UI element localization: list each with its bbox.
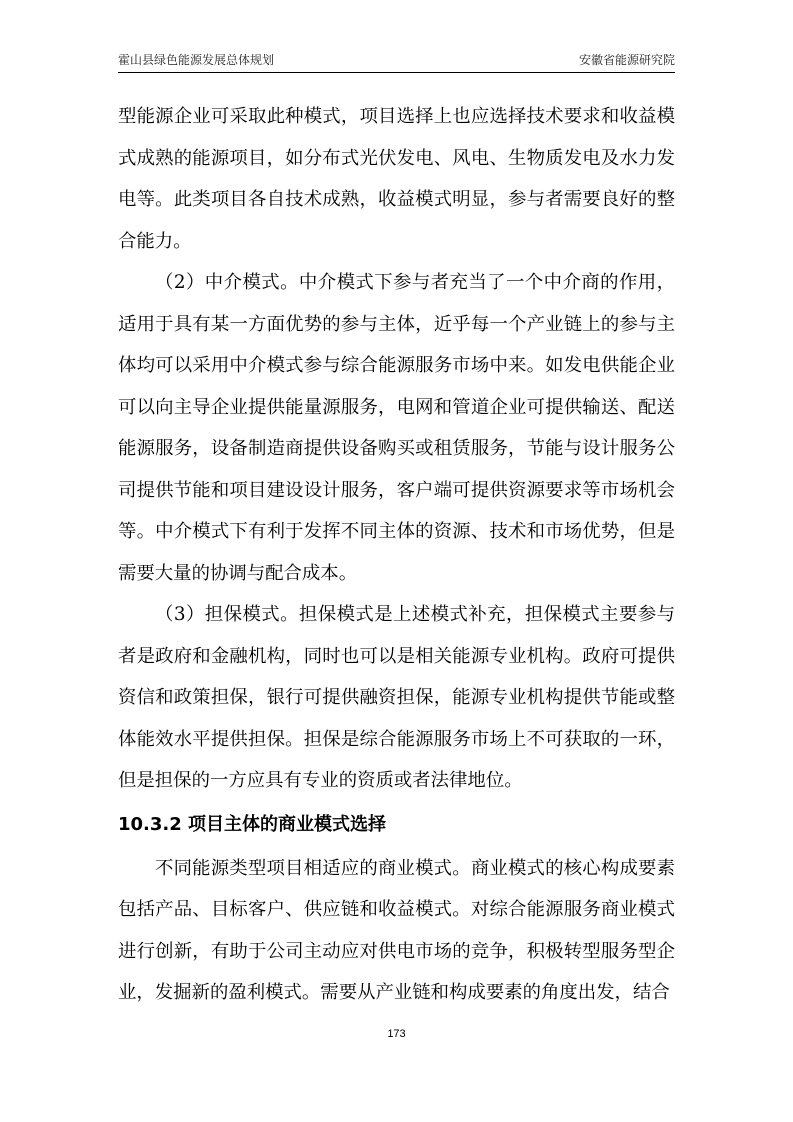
organization-name: 安徽省能源研究院: [578, 53, 675, 67]
document-title: 霍山县绿色能源发展总体规划: [118, 53, 275, 67]
page-body: [118, 96, 675, 1014]
header-divider: [118, 72, 675, 73]
page-number: 173: [387, 1028, 406, 1040]
section-heading: 10.3.2 项目主体的商业模式选择: [118, 813, 387, 835]
paragraph-guarantee-mode: （3）担保模式。担保模式是上述模式补充，担保模式主要参与者是政府和金融机构，同时也可以是相关能源专业机构。政府可提供资信和政策担保，银行可提供融资担保，能源专业机构提供节能或整体能效水平提供担保。担保是综合能源服务市场上不可获取的一环，但是担保的一方应具有专业的资质或者法律地位。: [118, 604, 675, 791]
paragraph-intermediary-mode: （2）中介模式。中介模式下参与者充当了一个中介商的作用，适用于具有某一方面优势的参与主体，近乎每一个产业链上的参与主体均可以采用中介模式参与综合能源服务市场中来。如发电供能企业可以向主导企业提供能量源服务，电网和管道企业可提供输送、配送能源服务，设备制造商提供设备购买或租赁服务，节能与设计服务公司提供节能和项目建设设计服务，客户端可提供资源要求等市场机会等。中介模式下有利于发挥不同主体的资源、技术和市场优势，但是需要大量的协调与配合成本。: [118, 272, 675, 584]
paragraph-continued: 型能源企业可采取此种模式，项目选择上也应选择技术要求和收益模式成熟的能源项目，如分布式光伏发电、风电、生物质发电及水力发电等。此类项目各自技术成熟，收益模式明显，参与者需要良好的整合能力。: [118, 106, 675, 252]
paragraph-business-model: 不同能源类型项目相适应的商业模式。商业模式的核心构成要素包括产品、目标客户、供应链和收益模式。对综合能源服务商业模式进行创新，有助于公司主动应对供电市场的竞争，积极转型服务型企业，发掘新的盈利模式。需要从产业链和构成要素的角度出发，结合: [118, 857, 675, 1003]
page-header: [118, 52, 675, 74]
